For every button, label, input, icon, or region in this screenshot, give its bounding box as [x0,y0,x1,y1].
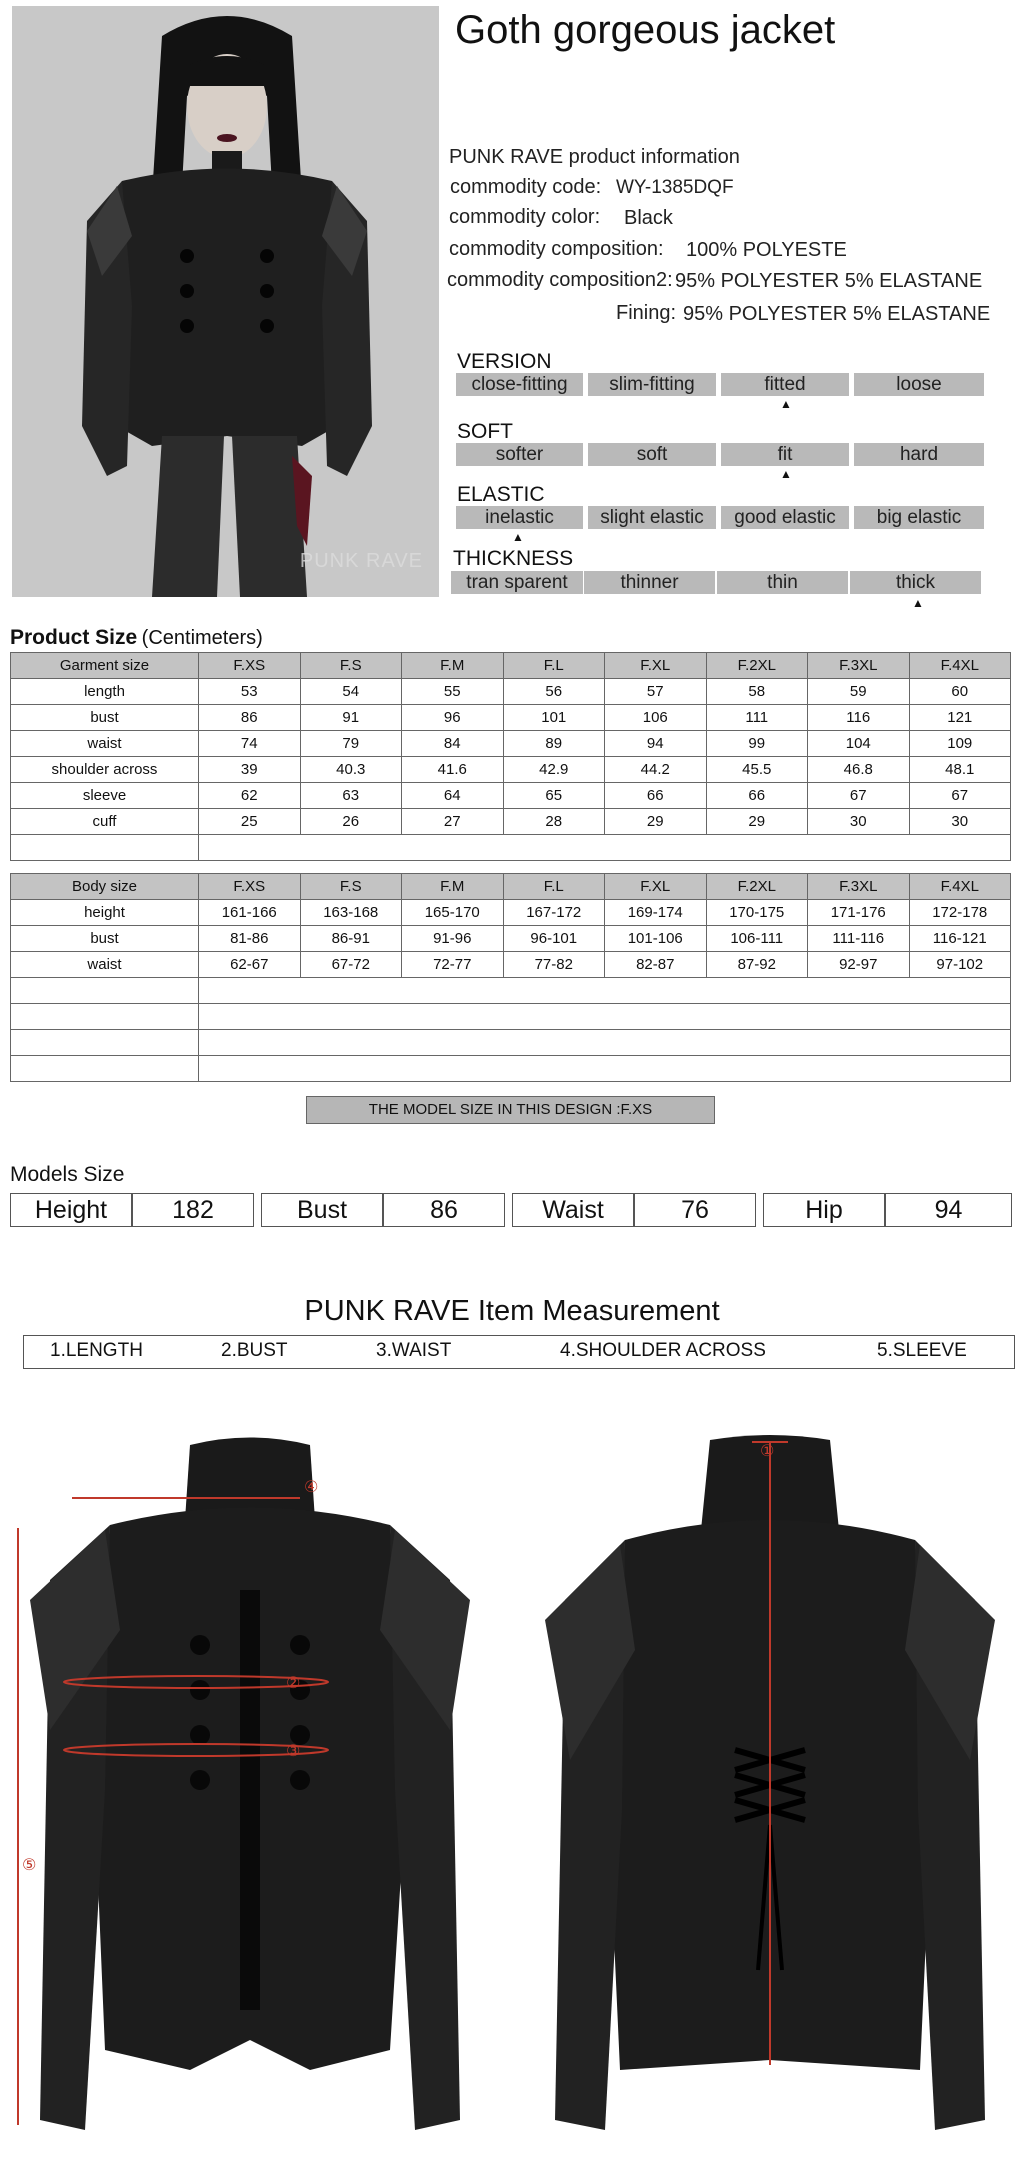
watermark: PUNK RAVE [299,550,423,572]
table-cell: 94 [605,731,707,757]
table-cell: 44.2 [605,757,707,783]
header-cell: F.S [300,874,402,900]
models-size-row [10,1193,1014,1227]
composition2-value: 95% POLYESTER 5% ELASTANE [675,270,983,292]
table-row [11,926,1011,952]
product-size-unit: (Centimeters) [141,627,263,649]
model-waist-value: 76 [634,1193,756,1227]
product-title: Goth gorgeous jacket [455,8,836,52]
table-cell: height [11,900,199,926]
table-header-row [11,653,1011,679]
header-cell: F.2XL [706,874,808,900]
marker-4: ④ [304,1479,319,1496]
marker-1: ① [760,1443,775,1460]
table-cell: 97-102 [909,952,1011,978]
table-cell: 66 [605,783,707,809]
table-cell: 89 [503,731,605,757]
table-cell: shoulder across [11,757,199,783]
table-row [11,679,1011,705]
soft-option-fit: fit [721,443,849,466]
table-cell: 63 [300,783,402,809]
table-cell: 67 [808,783,910,809]
table-cell: cuff [11,809,199,835]
table-cell: 99 [706,731,808,757]
model-bust-value: 86 [383,1193,505,1227]
table-cell: 57 [605,679,707,705]
thickness-option-thin: thin [717,571,848,594]
table-cell: 42.9 [503,757,605,783]
table-cell: 59 [808,679,910,705]
table-cell: 101 [503,705,605,731]
fining-label: Fining: [616,302,677,324]
table-cell: 60 [909,679,1011,705]
product-size-title: Product Size [10,626,138,649]
jacket-back-diagram [530,1430,1020,2160]
product-photo [12,6,439,597]
header-cell: F.L [503,874,605,900]
model-hip-label: Hip [763,1193,885,1227]
table-cell: 116 [808,705,910,731]
measurement-shoulder-across: 4.SHOULDER ACROSS [560,1340,766,1361]
table-cell: 55 [402,679,504,705]
table-cell: 161-166 [199,900,301,926]
table-cell: 64 [402,783,504,809]
table-cell: 104 [808,731,910,757]
model-illustration [12,6,439,597]
elastic-selected-marker: ▲ [512,530,524,544]
table-cell: 111-116 [808,926,910,952]
version-option-fitted: fitted [721,373,849,396]
model-bust-label: Bust [261,1193,383,1227]
table-row [11,705,1011,731]
model-waist-label: Waist [512,1193,634,1227]
table-cell: bust [11,926,199,952]
header-cell: F.XL [605,874,707,900]
table-cell: 62 [199,783,301,809]
table-cell: 30 [808,809,910,835]
version-selected-marker: ▲ [780,397,792,411]
header-cell: F.2XL [706,653,808,679]
table-row [11,809,1011,835]
table-cell: 96 [402,705,504,731]
model-height-value: 182 [132,1193,254,1227]
table-cell: waist [11,731,199,757]
fining-value: 95% POLYESTER 5% ELASTANE [683,303,991,325]
table-cell: 84 [402,731,504,757]
table-cell: 106 [605,705,707,731]
composition2-label: commodity composition2: [447,269,673,291]
soft-selected-marker: ▲ [780,467,792,481]
table-cell: 87-92 [706,952,808,978]
table-row [11,900,1011,926]
measurement-legend [23,1335,1015,1369]
table-cell: 171-176 [808,900,910,926]
table-cell: 170-175 [706,900,808,926]
table-cell: 29 [605,809,707,835]
table-cell: 56 [503,679,605,705]
version-title: VERSION [457,350,552,373]
header-cell: F.XS [199,874,301,900]
composition-value: 100% POLYESTE [686,239,847,261]
table-cell: 54 [300,679,402,705]
header-cell: Body size [11,874,199,900]
table-cell: 66 [706,783,808,809]
measurement-length: 1.LENGTH [50,1340,143,1361]
thickness-option-transparent: tran sparent [451,571,583,594]
table-cell: 86-91 [300,926,402,952]
table-cell: 82-87 [605,952,707,978]
composition-label: commodity composition: [449,238,664,260]
thickness-option-thinner: thinner [584,571,715,594]
table-cell: 96-101 [503,926,605,952]
table-cell: 101-106 [605,926,707,952]
elastic-title: ELASTIC [457,483,545,506]
table-row [11,952,1011,978]
table-cell: 121 [909,705,1011,731]
thickness-selected-marker: ▲ [912,596,924,610]
table-cell: 116-121 [909,926,1011,952]
table-cell: 67-72 [300,952,402,978]
table-cell: 79 [300,731,402,757]
table-cell: sleeve [11,783,199,809]
table-cell: 41.6 [402,757,504,783]
models-size-title: Models Size [10,1163,125,1186]
table-cell: 74 [199,731,301,757]
table-cell: 111 [706,705,808,731]
table-row [11,783,1011,809]
table-cell: 91 [300,705,402,731]
model-size-note: THE MODEL SIZE IN THIS DESIGN :F.XS [306,1096,715,1124]
table-row-empty [11,835,1011,861]
elastic-option-slight: slight elastic [588,506,716,529]
table-row [11,757,1011,783]
header-cell: F.4XL [909,874,1011,900]
table-cell: 165-170 [402,900,504,926]
table-cell: length [11,679,199,705]
table-cell: 30 [909,809,1011,835]
model-hip-value: 94 [885,1193,1012,1227]
product-size-heading [10,626,263,650]
soft-option-softer: softer [456,443,583,466]
table-cell: 40.3 [300,757,402,783]
thickness-option-thick: thick [850,571,981,594]
table-cell: 39 [199,757,301,783]
table-cell: 48.1 [909,757,1011,783]
table-cell: 172-178 [909,900,1011,926]
table-cell: 106-111 [706,926,808,952]
soft-option-soft: soft [588,443,716,466]
table-cell: waist [11,952,199,978]
color-value: Black [624,207,673,229]
measurement-title: PUNK RAVE Item Measurement [304,1295,720,1327]
table-cell: 26 [300,809,402,835]
code-value: WY-1385DQF [616,177,734,198]
table-cell: 28 [503,809,605,835]
info-heading: PUNK RAVE product information [449,146,740,168]
table-cell: 169-174 [605,900,707,926]
table-cell: 27 [402,809,504,835]
header-cell: F.S [300,653,402,679]
table-row-empty [11,1030,1011,1056]
soft-option-hard: hard [854,443,984,466]
elastic-option-inelastic: inelastic [456,506,583,529]
table-cell: 65 [503,783,605,809]
table-cell: 77-82 [503,952,605,978]
table-row [11,731,1011,757]
header-cell: F.M [402,653,504,679]
header-cell: F.XL [605,653,707,679]
garment-size-table [10,652,1011,861]
measurement-bust: 2.BUST [221,1340,288,1361]
model-height-label: Height [10,1193,132,1227]
color-label: commodity color: [449,206,601,228]
table-row-empty [11,978,1011,1004]
soft-title: SOFT [457,420,513,443]
header-cell: F.4XL [909,653,1011,679]
thickness-title: THICKNESS [453,547,574,570]
marker-2: ② [286,1675,301,1692]
version-option-close-fitting: close-fitting [456,373,583,396]
table-header-row [11,874,1011,900]
table-cell: 62-67 [199,952,301,978]
table-cell: 91-96 [402,926,504,952]
table-cell: 67 [909,783,1011,809]
version-option-loose: loose [854,373,984,396]
table-cell: 81-86 [199,926,301,952]
table-cell: 45.5 [706,757,808,783]
marker-3: ③ [286,1743,301,1760]
code-label: commodity code: [450,176,602,198]
measurement-sleeve: 5.SLEEVE [877,1340,967,1361]
table-cell: bust [11,705,199,731]
table-cell: 163-168 [300,900,402,926]
header-cell: F.L [503,653,605,679]
header-cell: F.M [402,874,504,900]
table-cell: 53 [199,679,301,705]
header-cell: Garment size [11,653,199,679]
header-cell: F.3XL [808,874,910,900]
table-cell: 58 [706,679,808,705]
measurement-waist: 3.WAIST [376,1340,452,1361]
table-cell: 25 [199,809,301,835]
elastic-option-big: big elastic [854,506,984,529]
table-cell: 29 [706,809,808,835]
header-cell: F.XS [199,653,301,679]
version-option-slim-fitting: slim-fitting [588,373,716,396]
table-cell: 72-77 [402,952,504,978]
table-cell: 86 [199,705,301,731]
table-cell: 167-172 [503,900,605,926]
table-cell: 92-97 [808,952,910,978]
table-row-empty [11,1004,1011,1030]
header-cell: F.3XL [808,653,910,679]
body-size-table [10,873,1011,1082]
table-row-empty [11,1056,1011,1082]
table-cell: 46.8 [808,757,910,783]
marker-5: ⑤ [22,1857,37,1874]
elastic-option-good: good elastic [721,506,849,529]
jacket-front-diagram [10,1430,490,2160]
table-cell: 109 [909,731,1011,757]
